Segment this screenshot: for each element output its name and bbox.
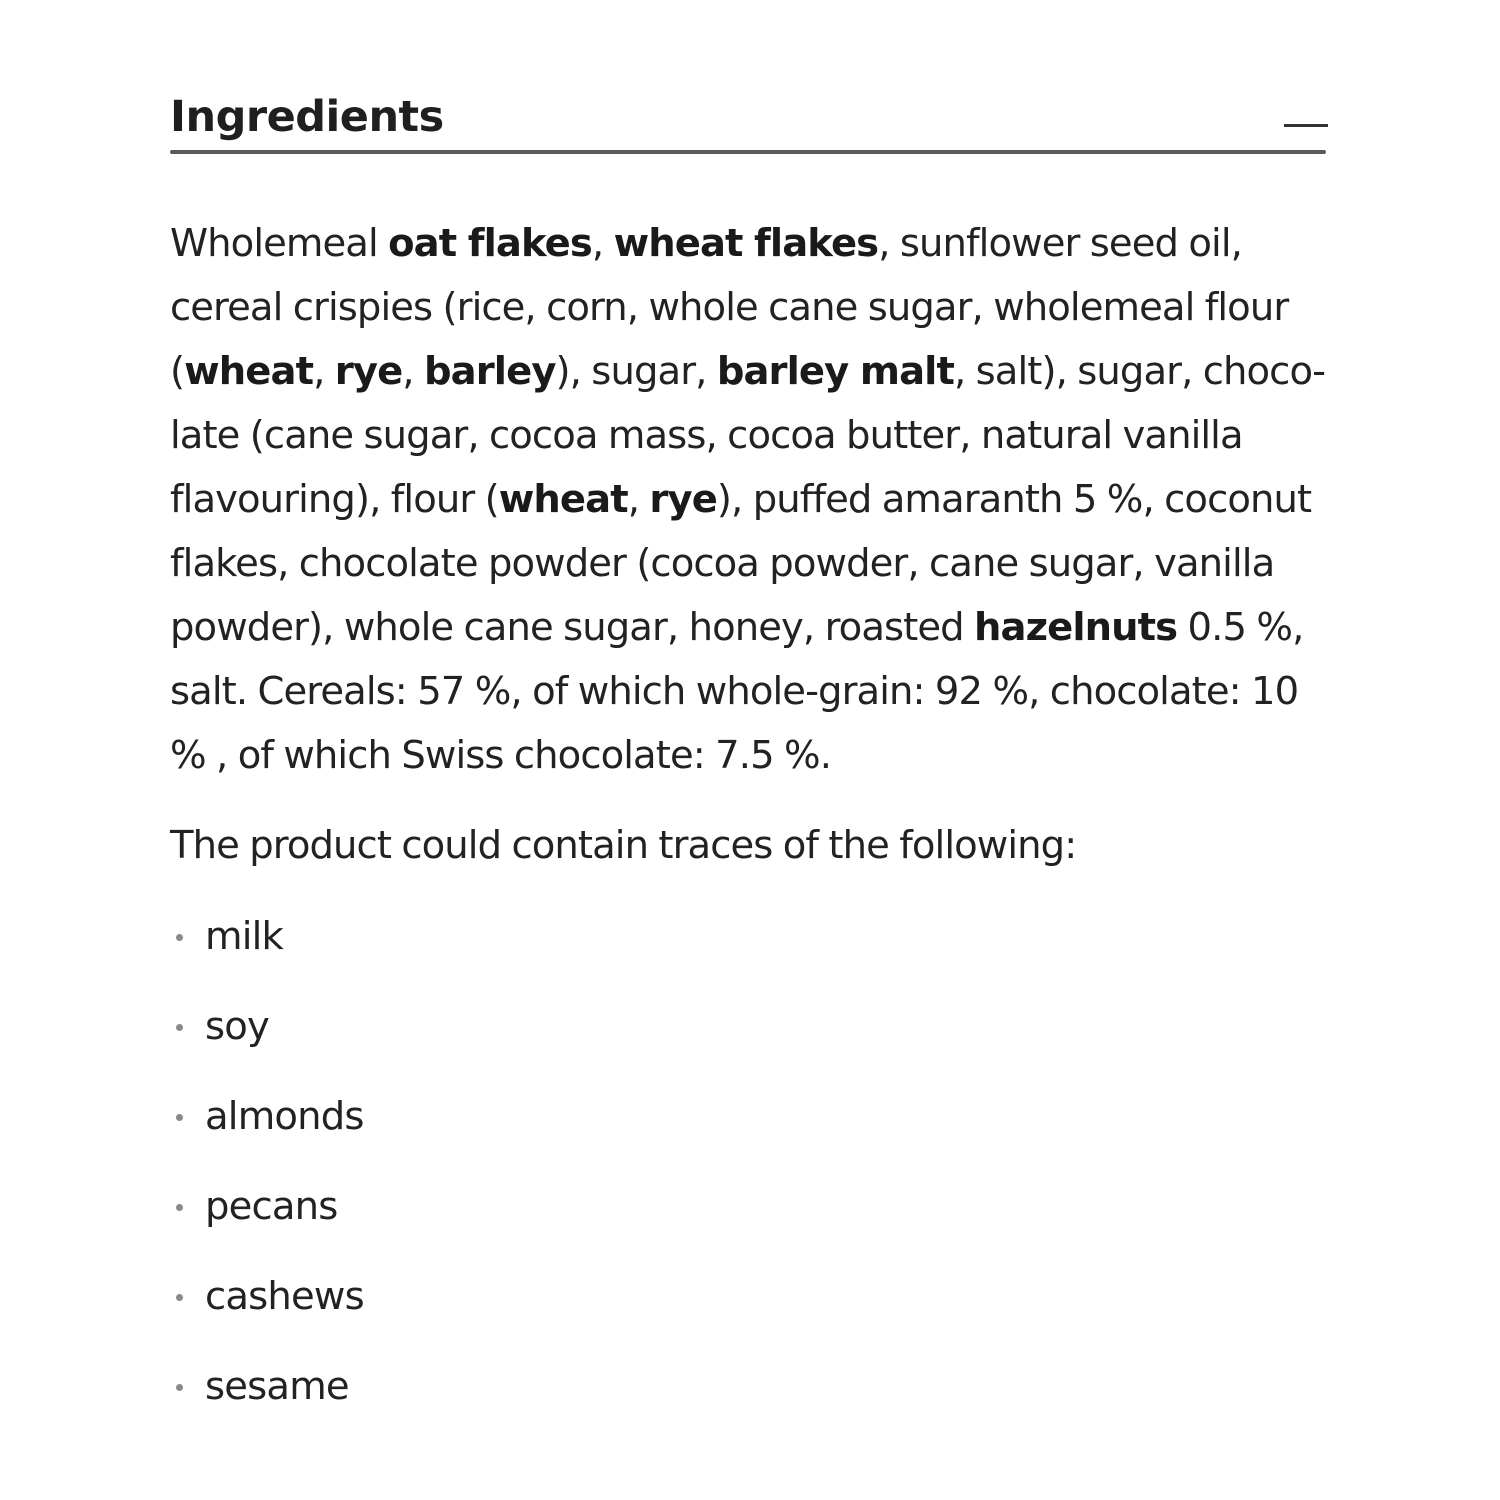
ingredients-text — [170, 212, 1330, 788]
allergen-highlight: barley — [423, 349, 556, 394]
trace-item-label: milk — [205, 914, 283, 959]
list-item — [170, 905, 1330, 995]
allergen-highlight: wheat — [184, 349, 314, 394]
allergen-highlight: oat flakes — [388, 221, 592, 266]
ingredient-text-segment: , — [313, 349, 335, 394]
allergen-highlight: rye — [334, 349, 403, 394]
minus-icon-bar — [1284, 124, 1328, 127]
bullet-icon — [176, 1294, 183, 1301]
bullet-icon — [176, 934, 183, 941]
list-item — [170, 995, 1330, 1085]
list-item — [170, 1355, 1330, 1445]
ingredient-text-segment: , — [627, 477, 650, 522]
allergen-highlight: barley malt — [716, 349, 954, 394]
allergen-highlight: wheat — [498, 477, 628, 522]
allergen-highlight: wheat flakes — [613, 221, 879, 266]
list-item — [170, 1085, 1330, 1175]
trace-item-label: almonds — [205, 1094, 364, 1139]
ingredients-accordion-header[interactable] — [170, 86, 1330, 148]
allergen-highlight: rye — [649, 477, 717, 522]
bullet-icon — [176, 1384, 183, 1391]
ingredient-text-segment: ), sugar, — [555, 349, 717, 394]
ingredients-panel — [170, 86, 1330, 1445]
bullet-icon — [176, 1204, 183, 1211]
allergen-highlight: hazelnuts — [974, 605, 1178, 650]
ingredient-text-segment: ), puffed amaranth 5 %, coconut flakes, chocolate powder (cocoa powder, cane sugar, vanilla powder), whole cane sugar, honey, roasted — [170, 477, 1312, 650]
ingredient-text-segment: Wholemeal — [170, 221, 389, 266]
bullet-icon — [176, 1114, 183, 1121]
list-item — [170, 1265, 1330, 1355]
ingredient-text-segment: , sunflower seed oil, cereal crispies (rice, corn, whole cane sugar, wholemeal flour ( — [170, 221, 1289, 394]
bullet-icon — [176, 1024, 183, 1031]
ingredient-text-segment: , — [591, 221, 614, 266]
traces-intro: The product could contain traces of the following: — [170, 823, 1077, 868]
trace-item-label: soy — [205, 1004, 269, 1049]
trace-item-label: sesame — [205, 1364, 349, 1409]
ingredient-text-segment: , — [402, 349, 424, 394]
trace-item-label: pecans — [205, 1184, 338, 1229]
ingredients-content — [170, 212, 1330, 1445]
list-item — [170, 1175, 1330, 1265]
minus-icon[interactable] — [1284, 97, 1328, 137]
header-divider — [170, 150, 1326, 154]
section-title: Ingredients — [170, 92, 444, 142]
trace-item-label: cashews — [205, 1274, 364, 1319]
traces-list — [170, 905, 1330, 1445]
ingredient-text-segment: , salt), sugar, chocolate (cane sugar, cocoa mass, cocoa butter, natural vanilla flavouring), flour ( — [170, 349, 1327, 522]
ingredient-text-segment: 0.5 %, salt. Cereals: 57 %, of which whole-grain: 92 %, chocolate: 10 % , of which Swiss chocolate: 7.5 %. — [170, 605, 1304, 778]
